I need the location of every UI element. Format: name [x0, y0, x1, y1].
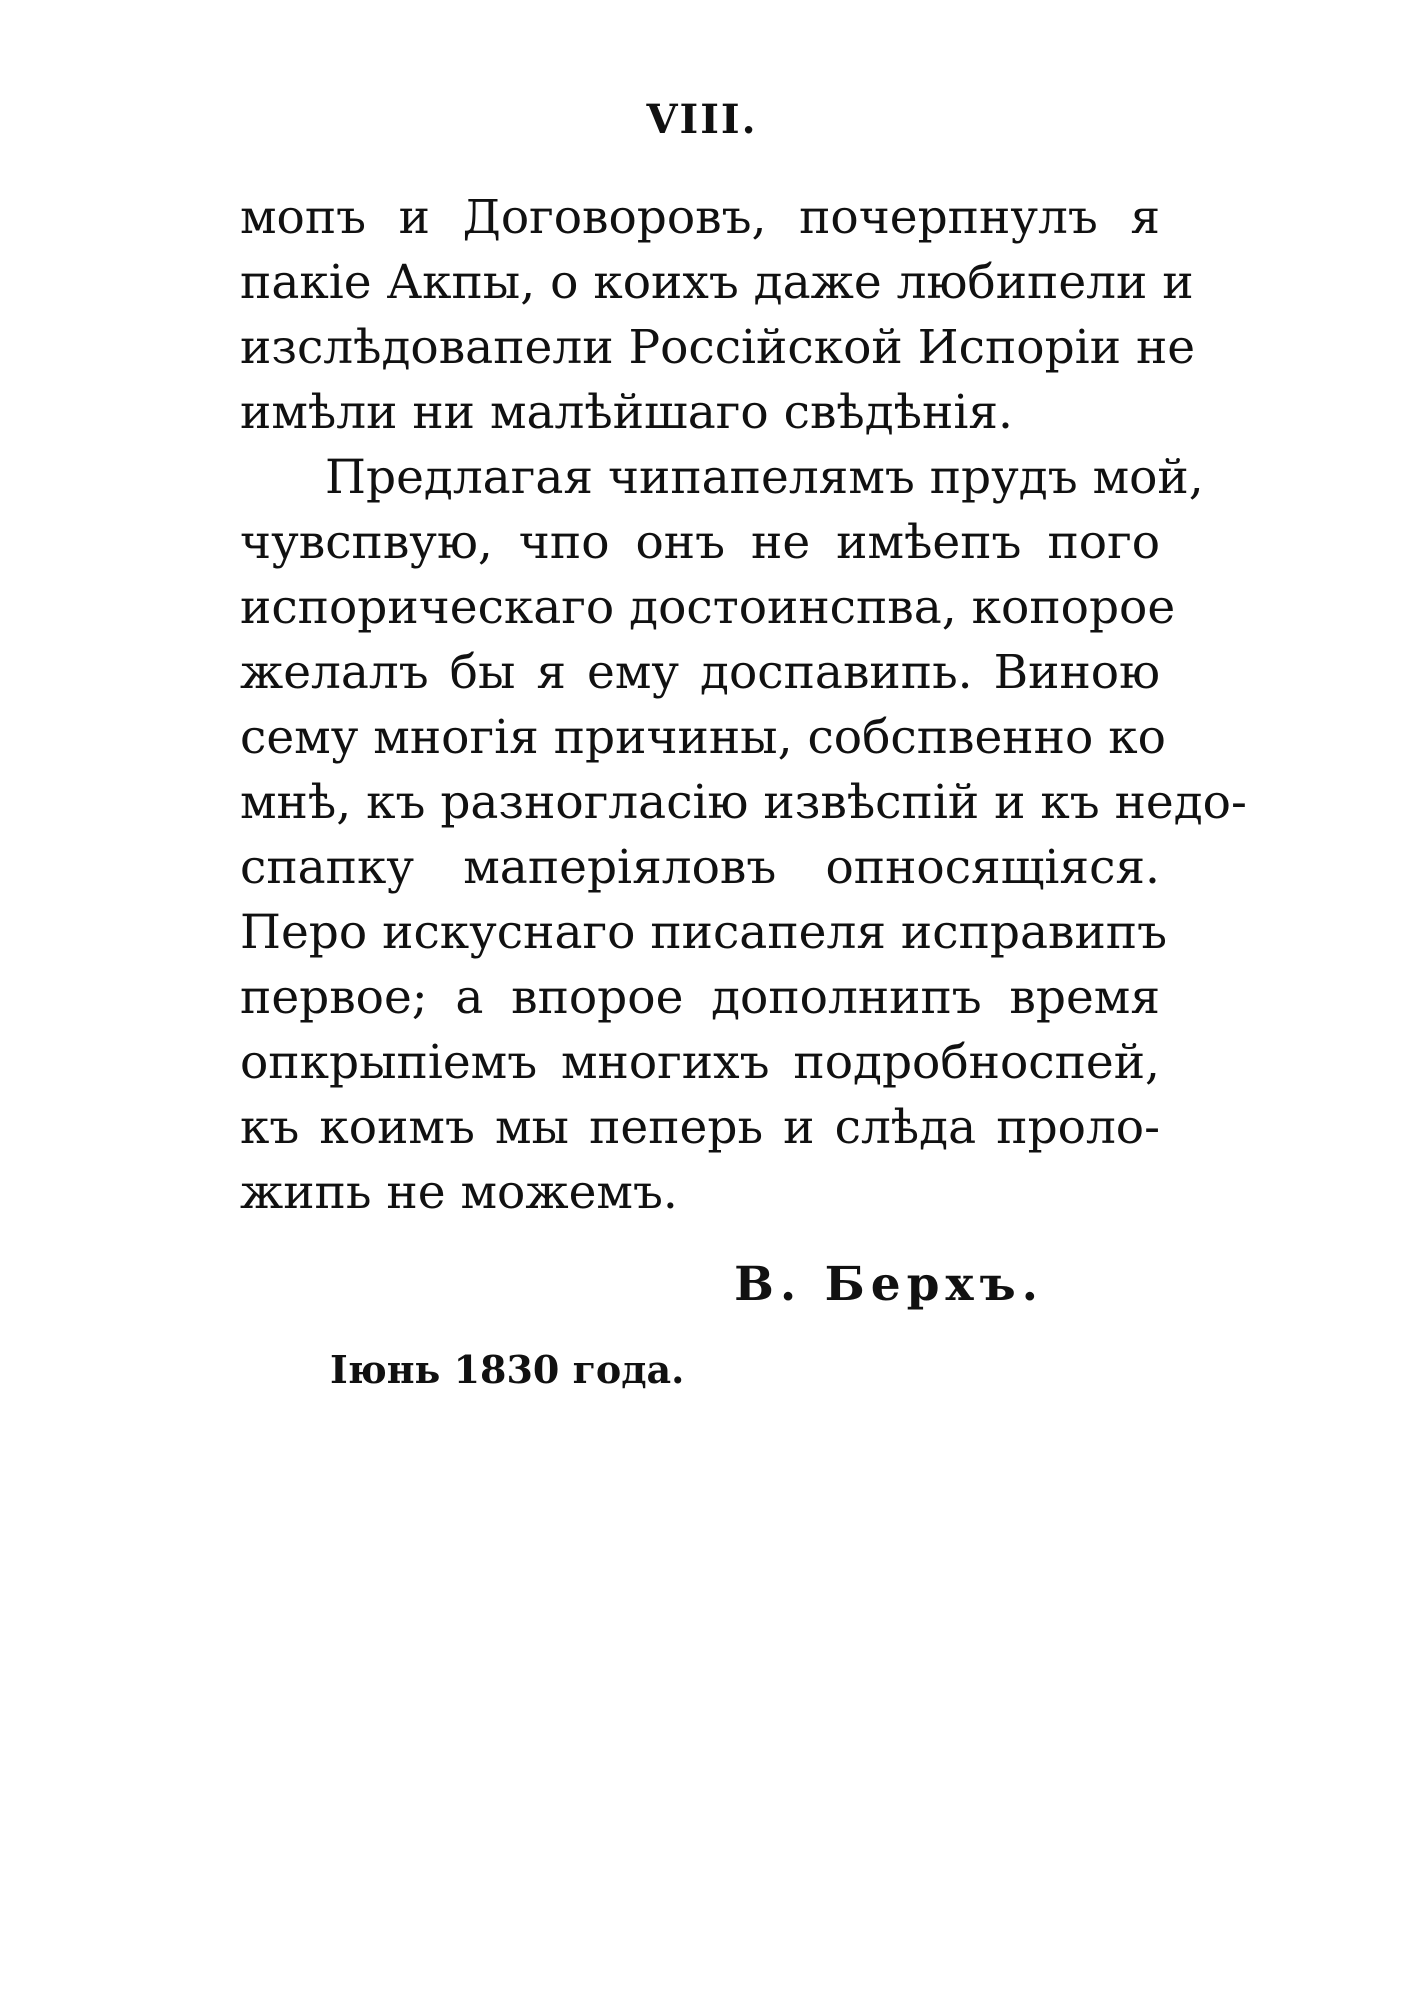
text-line: мопъ и Договоровъ, почерпнулъ я: [240, 190, 1160, 245]
text-line: желалъ бы я ему доспавипь. Виною: [240, 645, 1160, 700]
text-line: Предлагая чипапелямъ прудъ мой,: [325, 450, 1204, 505]
paragraph-2: [240, 445, 1247, 1225]
text-line: жипь не можемъ.: [240, 1165, 678, 1220]
page-number: VIII.: [646, 96, 758, 143]
text-line: имѣли ни малѣйшаго свѣдѣнія.: [240, 385, 1013, 440]
author-signature: В. Берхъ.: [734, 1257, 1044, 1312]
text-line: испорическаго достоинспва, копорое: [240, 580, 1176, 635]
text-line: къ коимъ мы пеперь и слѣда проло-: [240, 1100, 1160, 1155]
paragraph-1: [240, 185, 1196, 445]
text-line: сему многія причины, собспвенно ко: [240, 710, 1166, 765]
text-line: первое; а впорое дополнипъ время: [240, 970, 1160, 1025]
date-line: Іюнь 1830 года.: [330, 1347, 685, 1392]
text-line: спапку маперіяловъ опносящіяся.: [240, 840, 1160, 895]
text-line: чувспвую, чпо онъ не имѣепъ пого: [240, 515, 1160, 570]
text-line: мнѣ, къ разногласію извѣспій и къ недо-: [240, 775, 1247, 830]
text-line: пакіе Акпы, о коихъ даже любипели и: [240, 255, 1194, 310]
text-line: Перо искуснаго писапеля исправипъ: [240, 905, 1168, 960]
text-line: изслѣдовапели Россійской Испоріи не: [240, 320, 1196, 375]
text-line: опкрыпіемъ многихъ подробноспей,: [240, 1035, 1160, 1090]
